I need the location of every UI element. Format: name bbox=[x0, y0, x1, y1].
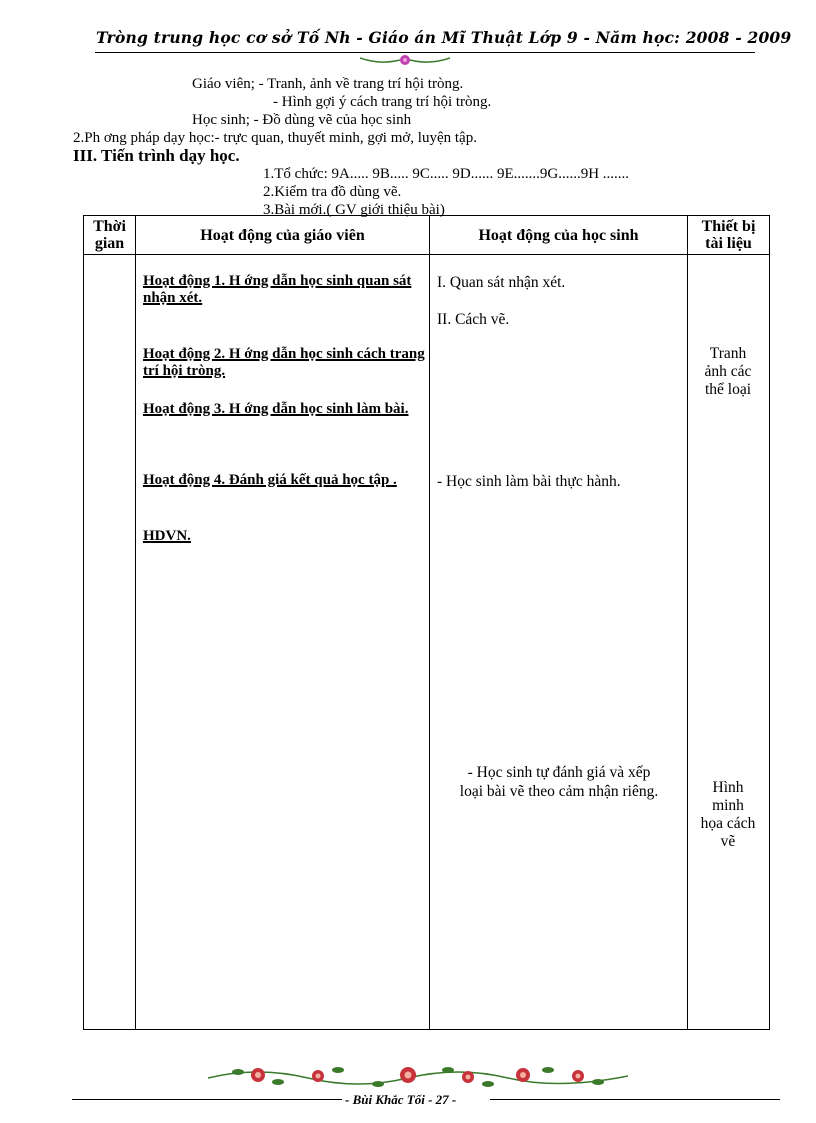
table-body-row bbox=[84, 255, 770, 1030]
header-time-line1: Thời bbox=[93, 218, 126, 235]
equipment-2-line1: Hình bbox=[712, 779, 744, 796]
table-header-row bbox=[84, 216, 770, 255]
page-footer: - Bùi Khắc Tối - 27 - bbox=[345, 1092, 457, 1107]
flower-border-icon bbox=[208, 1060, 628, 1095]
section-heading: III. Tiến trình dạy học. bbox=[73, 146, 240, 165]
teacher-activity-hdvn: HDVN. bbox=[143, 528, 191, 544]
header-equipment-line2: tài liệu bbox=[705, 235, 752, 252]
time-cell bbox=[84, 255, 136, 1030]
equipment-1-line1: Tranh bbox=[709, 345, 747, 362]
teacher-activity-4: Hoạt động 4. Đánh giá kết quả học tập . bbox=[143, 472, 397, 488]
equipment-1-line2: ảnh các bbox=[704, 363, 752, 380]
footer-divider-right bbox=[490, 1099, 780, 1100]
header-student-activity: Hoạt động của học sinh bbox=[430, 216, 688, 255]
teacher-activity-2: Hoạt động 2. H ớng dẫn học sinh cách trang trí hội tròng. bbox=[143, 346, 425, 379]
student-activity-2: II. Cách vẽ. bbox=[437, 311, 510, 328]
student-activity-3: - Học sinh làm bài thực hành. bbox=[437, 473, 621, 490]
header-teacher-activity: Hoạt động của giáo viên bbox=[136, 216, 430, 255]
student-activity-4-line2: loại bài vẽ theo cảm nhận riêng. bbox=[459, 783, 659, 800]
teaching-method: 2.Ph ơng pháp dạy học:- trực quan, thuyết minh, gợi mở, luyện tập. bbox=[73, 130, 477, 146]
teacher-prep-line1: Giáo viên; - Tranh, ảnh về trang trí hội tròng. bbox=[192, 76, 464, 92]
lesson-table bbox=[83, 215, 770, 1030]
equipment-2-line3: họa cách bbox=[700, 815, 756, 832]
teacher-activity-cell bbox=[136, 255, 430, 1030]
equipment-1-line3: thể loại bbox=[704, 381, 752, 398]
equipment-1 bbox=[688, 345, 768, 399]
header-time-line2: gian bbox=[94, 235, 125, 252]
teacher-activity-3: Hoạt động 3. H ớng dẫn học sinh làm bài. bbox=[143, 401, 409, 417]
teacher-prep-line2: - Hình gợi ý cách trang trí hội tròng. bbox=[273, 94, 492, 110]
equipment-2-line4: vẽ bbox=[720, 833, 736, 850]
equipment-2 bbox=[688, 779, 768, 851]
header-divider bbox=[95, 52, 755, 53]
check-step: 2.Kiểm tra đồ dùng vẽ. bbox=[263, 184, 402, 200]
header-equipment bbox=[688, 216, 770, 255]
teacher-activity-1: Hoạt động 1. H ớng dẫn học sinh quan sát nhận xét. bbox=[143, 273, 412, 306]
student-activity-4-line1: - Học sinh tự đánh giá và xếp bbox=[467, 764, 651, 781]
header-time bbox=[84, 216, 136, 255]
equipment-2-line2: minh bbox=[712, 797, 744, 814]
student-activity-1: I. Quan sát nhận xét. bbox=[437, 274, 566, 291]
new-lesson-step: 3.Bài mới.( GV giới thiệu bài) bbox=[263, 202, 445, 218]
page-header: Tròng trung học cơ sở Tố Nh - Giáo án Mĩ Thuật Lớp 9 - Năm học: 2008 - 2009 bbox=[96, 28, 792, 47]
equipment-cell bbox=[688, 255, 770, 1030]
student-prep-line: Học sinh; - Đồ dùng vẽ của học sinh bbox=[192, 112, 412, 128]
organization-step: 1.Tổ chức: 9A..... 9B..... 9C..... 9D...... 9E.......9G......9H ....... bbox=[263, 166, 630, 182]
student-activity-cell bbox=[430, 255, 688, 1030]
header-equipment-line1: Thiết bị bbox=[701, 218, 756, 235]
flower-ornament-icon bbox=[360, 54, 450, 72]
footer-divider-left bbox=[72, 1099, 342, 1100]
student-activity-4 bbox=[430, 763, 688, 801]
